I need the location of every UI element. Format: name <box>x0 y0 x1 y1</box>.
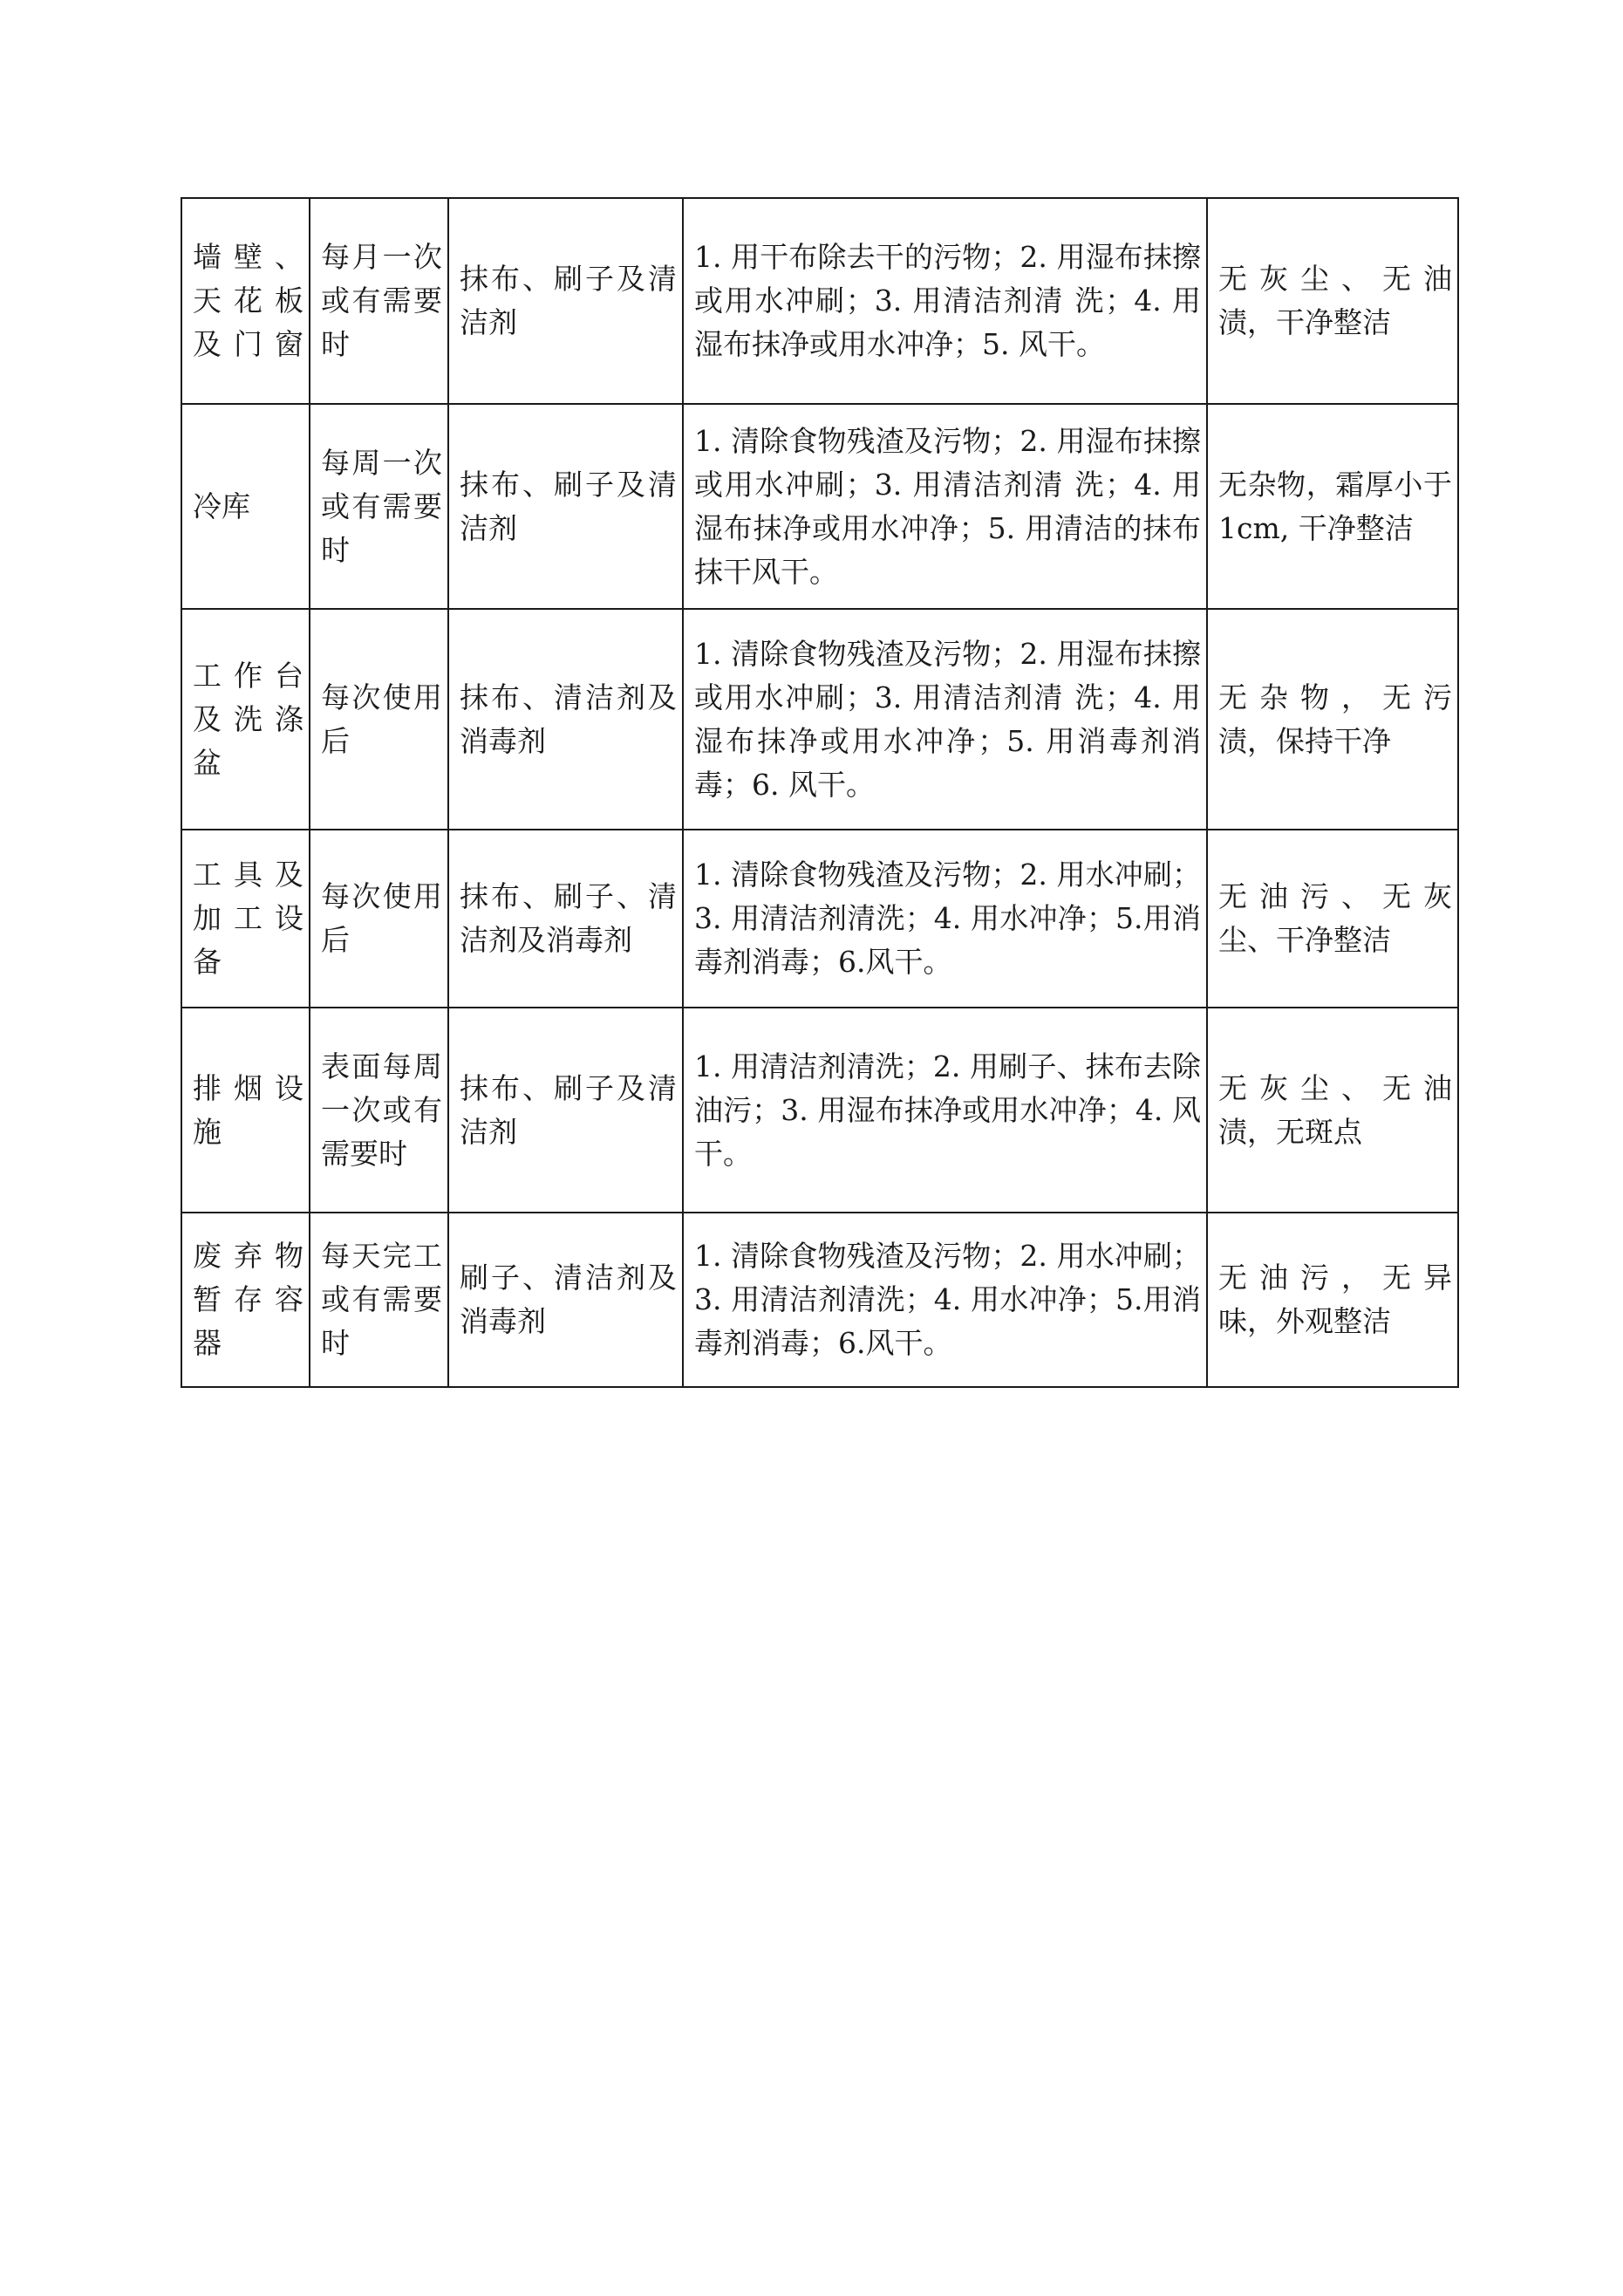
frequency-cell: 每天完工或有需要时 <box>310 1213 448 1387</box>
table-row <box>181 609 1458 830</box>
area-cell: 工具及加工设备 <box>181 830 310 1008</box>
area-cell: 冷库 <box>181 404 310 609</box>
tools-cell: 抹布、刷子、清洁剂及消毒剂 <box>448 830 683 1008</box>
frequency-cell: 每次使用后 <box>310 609 448 830</box>
method-cell: 1. 用清洁剂清洗；2. 用刷子、抹布去除油污；3. 用湿布抹净或用水冲净；4. 风干。 <box>683 1008 1207 1213</box>
standard-cell: 无灰尘、无油 渍，干净整洁 <box>1207 198 1458 404</box>
table-row <box>181 830 1458 1008</box>
frequency-cell: 每周一次或有需要时 <box>310 404 448 609</box>
standard-cell: 无油污、无灰 尘、干净整洁 <box>1207 830 1458 1008</box>
frequency-cell: 表面每周一次或有需要时 <box>310 1008 448 1213</box>
area-cell: 墙壁、天花板及门窗 <box>181 198 310 404</box>
frequency-cell: 每月一次或有需要时 <box>310 198 448 404</box>
table-row <box>181 198 1458 404</box>
table-row <box>181 404 1458 609</box>
standard-cell: 无杂物，无污 渍，保持干净 <box>1207 609 1458 830</box>
frequency-cell: 每次使用后 <box>310 830 448 1008</box>
method-cell: 1. 清除食物残渣及污物；2. 用水冲刷；3. 用清洁剂清洗；4. 用水冲净；5.用消毒剂消毒；6.风干。 <box>683 1213 1207 1387</box>
table-row <box>181 1008 1458 1213</box>
area-cell: 废弃物暂存容器 <box>181 1213 310 1387</box>
method-cell: 1. 清除食物残渣及污物；2. 用湿布抹擦或用水冲刷；3. 用清洁剂清 洗；4. 用湿布抹净或用水冲净；5. 用消毒剂消毒；6. 风干。 <box>683 609 1207 830</box>
standard-cell: 无杂物，霜厚小于 1cm, 干净整洁 <box>1207 404 1458 609</box>
method-cell: 1. 用干布除去干的污物；2. 用湿布抹擦或用水冲刷；3. 用清洁剂清 洗；4. 用湿布抹净或用水冲净；5. 风干。 <box>683 198 1207 404</box>
method-cell: 1. 清除食物残渣及污物；2. 用水冲刷；3. 用清洁剂清洗；4. 用水冲净；5.用消毒剂消毒；6.风干。 <box>683 830 1207 1008</box>
cleaning-schedule-table <box>181 197 1459 1388</box>
area-cell: 排烟设施 <box>181 1008 310 1213</box>
tools-cell: 刷子、清洁剂及消毒剂 <box>448 1213 683 1387</box>
tools-cell: 抹布、刷子及清洁剂 <box>448 1008 683 1213</box>
standard-cell: 无灰尘、无油 渍，无斑点 <box>1207 1008 1458 1213</box>
tools-cell: 抹布、刷子及清洁剂 <box>448 404 683 609</box>
method-cell: 1. 清除食物残渣及污物；2. 用湿布抹擦或用水冲刷；3. 用清洁剂清 洗；4. 用湿布抹净或用水冲净；5. 用清洁的抹布抹干风干。 <box>683 404 1207 609</box>
tools-cell: 抹布、清洁剂及消毒剂 <box>448 609 683 830</box>
tools-cell: 抹布、刷子及清洁剂 <box>448 198 683 404</box>
area-cell: 工作台及洗涤盆 <box>181 609 310 830</box>
table-row <box>181 1213 1458 1387</box>
standard-cell: 无油污，无异 味，外观整洁 <box>1207 1213 1458 1387</box>
